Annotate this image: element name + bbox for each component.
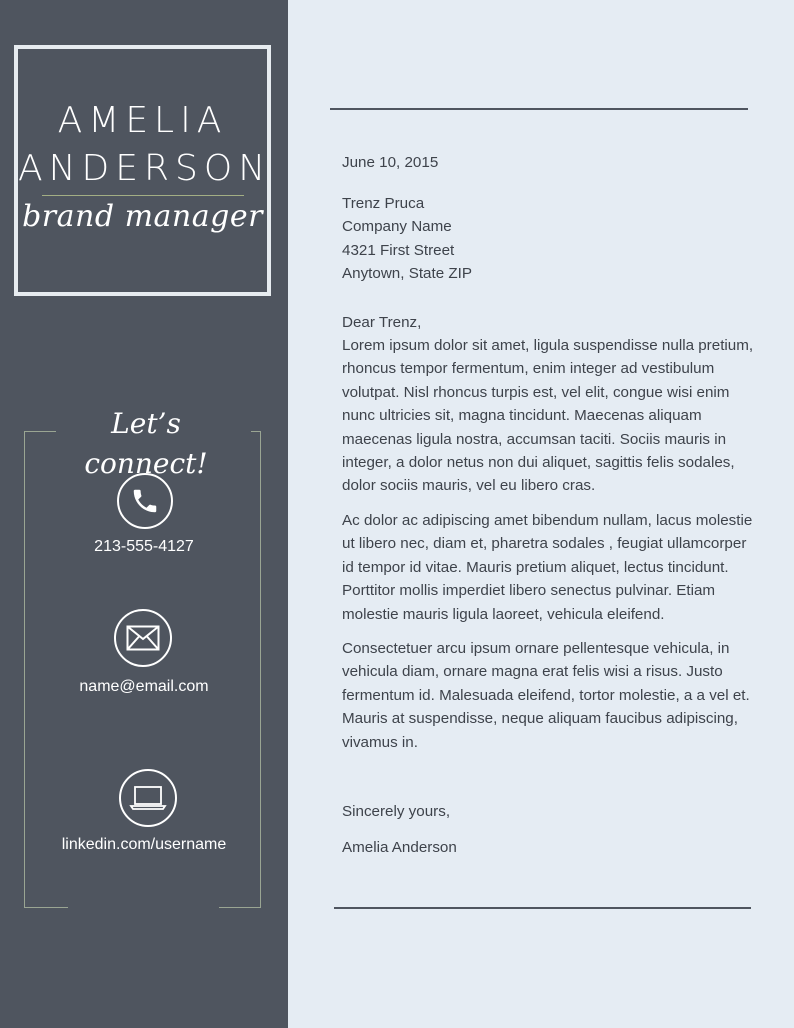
envelope-icon (114, 609, 172, 667)
letter-paragraph (342, 334, 760, 498)
recipient-city: Anytown, State ZIP (342, 265, 472, 283)
first-name: AMELIA (57, 100, 228, 141)
frame-line (24, 431, 58, 432)
job-title: brand manager (22, 199, 263, 234)
linkedin-url[interactable]: linkedin.com/username (61, 836, 227, 853)
paragraph-2: Ac dolor ac adipiscing amet bibendum nullam, lacus molestie ut libero nec, diam et, pharetra sodales , feugiat ullamcorper id tempor id vitae. Mauris pretium aliquet, lectus tincidunt. Porttitor mollis imperdiet libero senectus pulvinar. Etiam molestie mauris ligula laoreet, vehicula eleifend. (342, 512, 753, 623)
email-address[interactable]: name@email.com (79, 678, 209, 695)
phone-number[interactable]: 213-555-4127 (94, 538, 194, 555)
bottom-rule (334, 907, 751, 909)
frame-line (24, 907, 68, 908)
name-divider (42, 195, 244, 196)
recipient-name: Trenz Pruca (342, 195, 425, 212)
phone-icon (117, 473, 173, 529)
top-rule (330, 108, 748, 110)
frame-line (219, 907, 261, 908)
letter-closing: Sincerely yours, (342, 803, 451, 820)
connect-heading: Let’s connect! (56, 404, 236, 484)
letter-paragraph (342, 637, 760, 754)
recipient-street: 4321 First Street (342, 241, 455, 259)
paragraph-3: Consectetuer arcu ipsum ornare pellentesque vehicula, in vehicula diam, ornare magna erat felis wisi a risus. Justo fermentum id. Malesuada eleifend, tortor molestie, a a vel et. Mauris at suspendisse, neque aliquam faucibus adipiscing, vivamus in. (342, 640, 750, 751)
letter-salutation: Dear Trenz, (342, 314, 422, 331)
laptop-icon (119, 769, 177, 827)
letter-paragraph (342, 509, 760, 626)
recipient-block (342, 192, 760, 286)
last-name: ANDERSON (18, 148, 272, 189)
paragraph-1: Lorem ipsum dolor sit amet, ligula suspendisse nulla pretium, rhoncus tempor fermentum, enim integer ad vestibulum volutpat. Nisl rhoncus turpis est, vel elit, congue wisi enim nunc ultricies sit, magna tincidunt. Maecenas aliquam maecenas ligula nostra, accumsan taciti. Sociis mauris in integer, a dolor netus non dui aliquet, sagittis felis sodales, dolor sociis mauris, vel eu libero cras. (342, 337, 754, 495)
recipient-company: Company Name (342, 218, 452, 236)
sidebar (0, 0, 288, 1028)
letter-signature: Amelia Anderson (342, 839, 457, 856)
name-box (14, 45, 271, 296)
letter-date: June 10, 2015 (342, 154, 439, 171)
